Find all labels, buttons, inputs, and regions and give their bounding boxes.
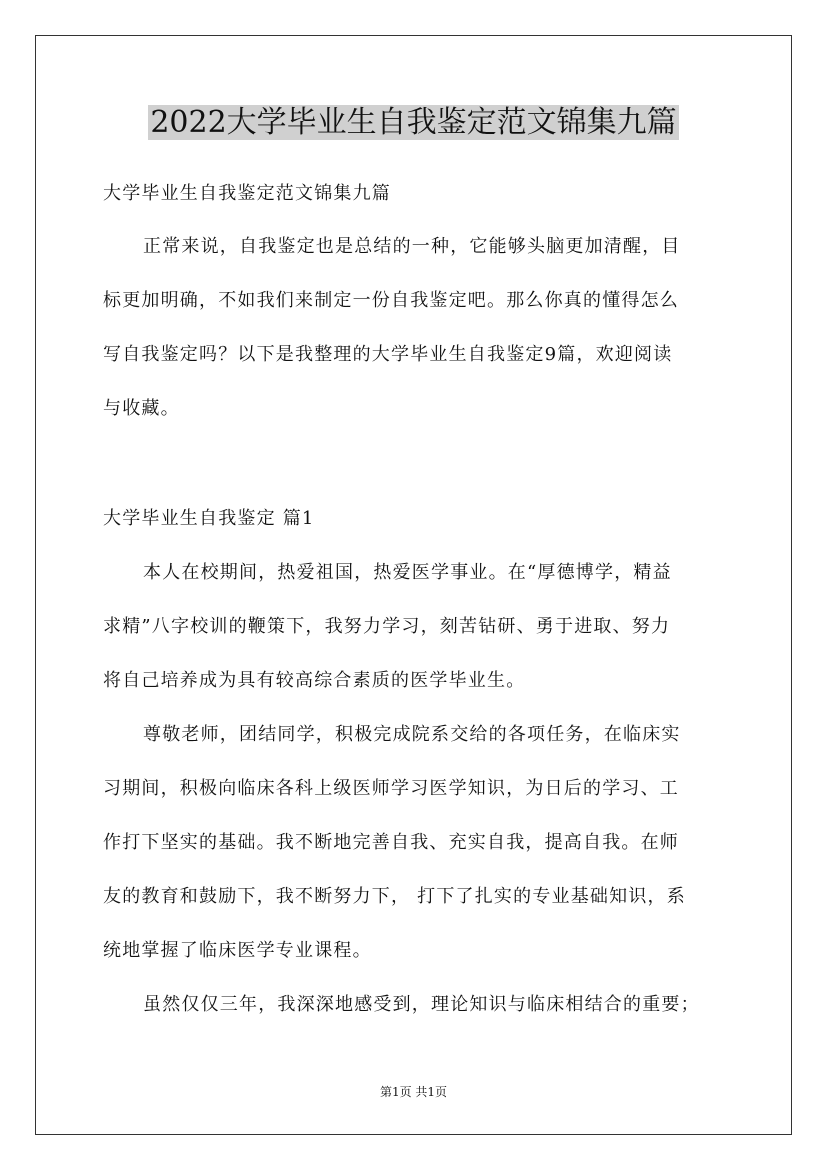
body-line-1: 本人在校期间，热爱祖国，热爱医学事业。在“厚德博学，精益 <box>143 562 672 583</box>
body-line-3: 将自己培养成为具有较高综合素质的医学毕业生。 <box>103 670 526 691</box>
body-line-8: 统地掌握了临床医学专业课程。 <box>103 940 372 961</box>
intro-line-4: 与收藏。 <box>103 398 180 419</box>
body-line-2: 求精”八字校训的鞭策下，我努力学习，刻苦钻研、勇于进取、努力 <box>103 616 671 637</box>
document-title <box>0 100 827 146</box>
intro-line-1: 正常来说，自我鉴定也是总结的一种，它能够头脑更加清醒，目 <box>143 236 681 257</box>
intro-line-3: 写自我鉴定吗？以下是我整理的大学毕业生自我鉴定9篇，欢迎阅读 <box>103 344 673 365</box>
body-line-7: 友的教育和鼓励下，我不断努力下， 打下了扎实的专业基础知识，系 <box>103 886 686 907</box>
document-subtitle: 大学毕业生自我鉴定范文锦集九篇 <box>103 183 391 204</box>
document-title-text: 2022大学毕业生自我鉴定范文锦集九篇 <box>150 105 677 140</box>
intro-line-2: 标更加明确，不如我们来制定一份自我鉴定吧。那么你真的懂得怎么 <box>103 290 679 311</box>
page-footer: 第1页 共1页 <box>379 1085 448 1099</box>
body-line-6: 作打下坚实的基础。我不断地完善自我、充实自我，提高自我。在师 <box>103 832 679 853</box>
section-heading: 大学毕业生自我鉴定 篇1 <box>103 508 315 529</box>
body-line-5: 习期间，积极向临床各科上级医师学习医学知识，为日后的学习、工 <box>103 778 679 799</box>
body-line-4: 尊敬老师，团结同学，积极完成院系交给的各项任务，在临床实 <box>143 724 681 745</box>
body-line-9: 虽然仅仅三年，我深深地感受到，理论知识与临床相结合的重要； <box>143 994 700 1015</box>
